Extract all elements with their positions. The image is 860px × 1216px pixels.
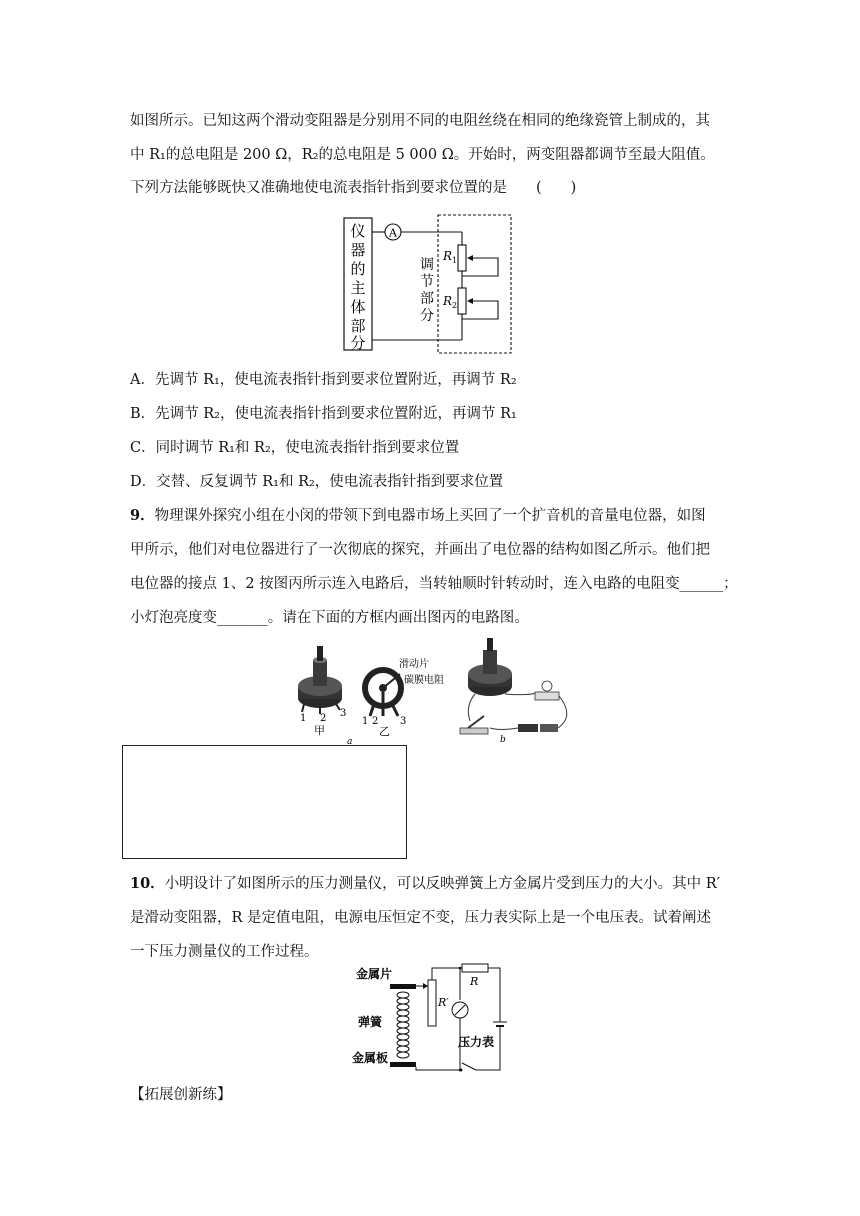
q8-line-2: 中 R₁的总电阻是 200 Ω，R₂的总电阻是 5 000 Ω。开始时，两变阻器都调节至最大阻值。 xyxy=(130,147,715,163)
q8-line-1: 如图所示。已知这两个滑动变阻器是分别用不同的电阻丝绕在相同的绝缘瓷管上制成的，其 xyxy=(130,113,710,129)
pressure-meter-label: 压力表 xyxy=(458,1035,495,1049)
q9-line-3: 电位器的接点 1、2 按图丙所示连入电路后，当转轴顺时针转动时，连入电路的电阻变______； xyxy=(130,576,738,592)
label-metal-plate: 金属板 xyxy=(352,1051,389,1065)
potentiometer-jia xyxy=(298,646,342,714)
q8-option-c: C．同时调节 R₁和 R₂，使电流表指针指到要求位置 xyxy=(130,440,460,456)
jia-terminal-3: 3 xyxy=(340,708,347,719)
caption-b: b xyxy=(500,735,506,745)
r-label: R xyxy=(470,975,479,988)
q8-option-a: A．先调节 R₁，使电流表指针指到要求位置附近，再调节 R₂ xyxy=(130,372,517,388)
circuit-drawing-box[interactable] xyxy=(122,745,407,859)
label-carbon-film: 碳膜电阻 xyxy=(404,675,444,686)
potentiometer-yi xyxy=(365,670,401,716)
q10-line-2: 是滑动变阻器，R 是定值电阻，电源电压恒定不变，压力表实际上是一个电压表。试着阐述 xyxy=(130,910,712,926)
q8-option-d: D．交替、反复调节 R₁和 R₂，使电流表指针指到要求位置 xyxy=(130,474,504,490)
section-heading-extension: 【拓展创新练】 xyxy=(130,1087,232,1103)
q8-line-3: 下列方法能够既快又准确地使电流表指针指到要求位置的是 ( ) xyxy=(130,180,577,196)
battery-2 xyxy=(540,724,558,732)
yi-terminal-2: 2 xyxy=(372,716,379,727)
ammeter-label: A xyxy=(389,226,397,240)
q8-circuit-figure xyxy=(340,212,515,358)
r-resistor xyxy=(462,964,488,972)
spring-coil xyxy=(397,992,409,1058)
q10-line-3: 一下压力测量仪的工作过程。 xyxy=(130,944,319,960)
main-body-char-7: 分 xyxy=(350,334,366,352)
metal-sheet xyxy=(390,984,416,989)
jia-terminal-1: 1 xyxy=(300,713,307,724)
main-body-char-1: 仪 xyxy=(350,222,366,240)
battery-1 xyxy=(518,724,538,732)
yi-terminal-1: 1 xyxy=(362,716,369,727)
main-body-char-6: 部 xyxy=(350,317,366,335)
adjust-part-char-1: 调 xyxy=(420,257,434,273)
q10-line-1: 10．小明设计了如图所示的压力测量仪，可以反映弹簧上方金属片受到压力的大小。其中 R′ xyxy=(130,875,721,892)
main-body-char-3: 的 xyxy=(350,260,366,278)
r2-label: $R_2$ xyxy=(443,294,458,310)
r1-label: $R_1$ xyxy=(443,249,458,265)
adjust-part-char-2: 节 xyxy=(420,274,434,290)
q9-potentiometer-figure xyxy=(290,636,580,746)
q9-number: 9． xyxy=(130,507,155,524)
main-body-char-5: 体 xyxy=(350,298,366,316)
yi-terminal-3: 3 xyxy=(400,716,407,727)
switch-blade xyxy=(462,1063,476,1070)
q9-line-2: 甲所示，他们对电位器进行了一次彻底的探究，并画出了电位器的结构如图乙所示。他们把 xyxy=(130,542,710,558)
label-spring: 弹簧 xyxy=(358,1015,383,1029)
r-prime-label: R′ xyxy=(438,996,449,1009)
adjust-part-char-3: 部 xyxy=(420,291,434,307)
caption-jia: 甲 xyxy=(314,724,325,737)
q9-line-4: 小灯泡亮度变_______。请在下面的方框内画出图丙的电路图。 xyxy=(130,610,529,626)
lamp-bulb xyxy=(542,681,552,691)
adjust-part-char-4: 分 xyxy=(420,308,434,324)
r1-resistor xyxy=(458,245,466,271)
label-metal-sheet: 金属片 xyxy=(356,967,393,981)
switch-base xyxy=(460,728,488,734)
q8-option-b: B．先调节 R₂，使电流表指针指到要求位置附近，再调节 R₁ xyxy=(130,406,517,422)
lamp-holder xyxy=(535,692,559,700)
jia-terminal-2: 2 xyxy=(320,713,327,724)
q9-line-1: 9．物理课外探究小组在小闵的带领下到电器市场上买回了一个扩音机的音量电位器，如图 xyxy=(130,507,706,524)
q10-pressure-meter-figure xyxy=(350,962,510,1074)
metal-plate xyxy=(390,1062,416,1067)
potentiometer-bing xyxy=(468,638,512,696)
adjust-part-dashed-box xyxy=(438,215,511,353)
main-body-char-2: 器 xyxy=(350,241,366,259)
r-prime-resistor xyxy=(428,980,436,1026)
caption-yi: 乙 xyxy=(379,725,390,738)
r2-resistor xyxy=(458,288,466,314)
label-slider: 滑动片 xyxy=(399,659,429,670)
q10-number: 10． xyxy=(130,875,165,892)
caption-a: a xyxy=(347,737,353,746)
main-body-char-4: 主 xyxy=(350,279,366,297)
